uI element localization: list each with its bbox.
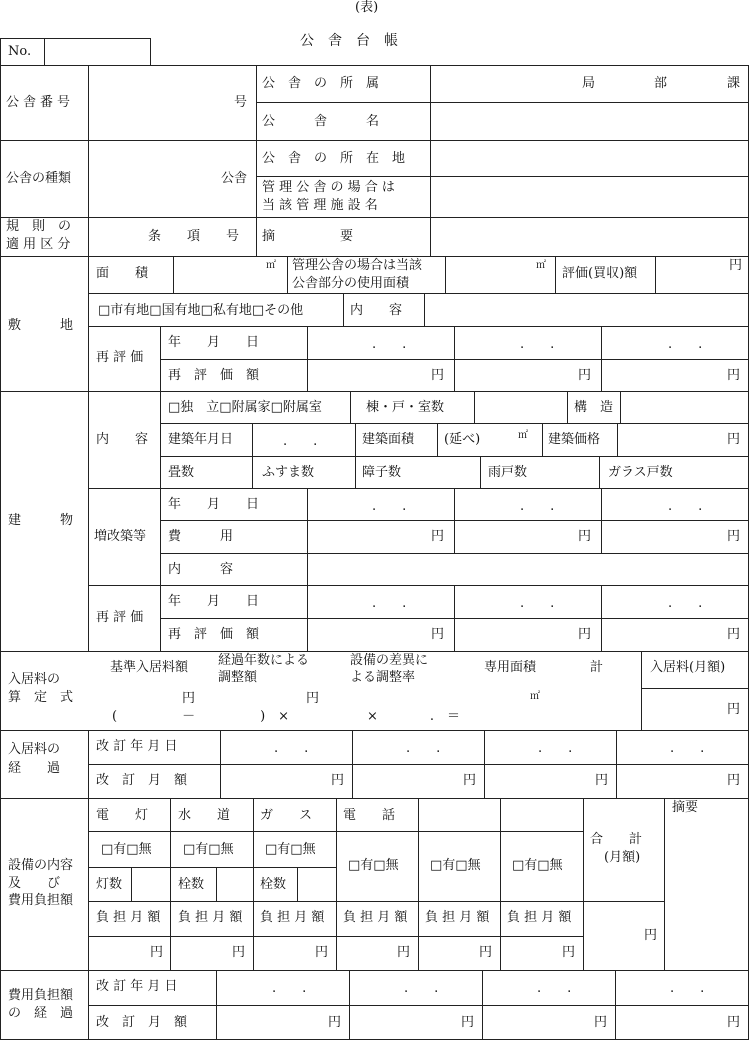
mgmt-label-1: 管 理 公 舎 の 場 合 は — [262, 180, 395, 195]
ownership-options[interactable]: □市有地□国有地□私有地□その他 — [98, 303, 304, 318]
bldg-reval-date-1: . . — [372, 596, 407, 611]
amado-label: 雨戸数 — [488, 465, 528, 480]
fee-label-1: 入居料の — [8, 672, 61, 687]
affiliation-label: 公 舎 の 所 属 — [262, 76, 380, 91]
gas-has[interactable]: □有□無 — [265, 842, 316, 857]
water-has[interactable]: □有□無 — [183, 842, 234, 857]
site-reval-yen-2: 円 — [578, 368, 592, 383]
fee-rev-date-label: 改 訂 年 月 日 — [96, 739, 178, 754]
site-area-unit: ㎡ — [266, 260, 276, 271]
burden-yen-2: 円 — [232, 945, 246, 960]
fee-rev-date-4: . . — [670, 741, 705, 756]
bu-unit: 部 — [654, 76, 668, 91]
elapsed-label-1: 経過年数による — [218, 653, 310, 668]
fee-rev-date-2: . . — [406, 741, 441, 756]
building-label: 建 物 — [8, 513, 74, 528]
equip-rate-label-2: よる調整率 — [350, 670, 416, 685]
burden-yen-1: 円 — [150, 945, 164, 960]
bldg-reval-yen-2: 円 — [578, 627, 592, 642]
renov-date-3: . . — [668, 499, 703, 514]
fee-label-2: 算 定 式 — [8, 690, 74, 705]
site-reval-date-label: 年 月 日 — [168, 335, 260, 350]
burden-rev-date-4: . . — [670, 981, 705, 996]
building-content-label: 内 容 — [96, 432, 149, 447]
extra1-has[interactable]: □有□無 — [430, 858, 481, 873]
site-reval-yen-1: 円 — [431, 368, 445, 383]
built-date-value: . . — [283, 434, 318, 449]
building-type-options[interactable]: □独 立□附属家□附属室 — [168, 400, 322, 415]
electric-label: 電 灯 — [96, 808, 149, 823]
equip-label-1: 設備の内容 — [8, 858, 74, 873]
renov-cost-yen-2: 円 — [578, 529, 592, 544]
bldg-reval-amount-label: 再 評 価 額 — [168, 627, 260, 642]
site-reval-amount-label: 再 評 価 額 — [168, 368, 260, 383]
site-reval-yen-3: 円 — [727, 368, 741, 383]
extra2-has[interactable]: □有□無 — [512, 858, 563, 873]
fee-rev-yen-3: 円 — [595, 773, 609, 788]
renov-date-label: 年 月 日 — [168, 497, 260, 512]
mgmt-label-2: 当 該 管 理 施 設 名 — [262, 198, 378, 213]
sum-label-1: 合 計 — [590, 832, 643, 847]
bldg-reval-date-label: 年 月 日 — [168, 594, 260, 609]
fee-rev-amount-label: 改 訂 月 額 — [96, 773, 188, 788]
burden-label-2: 負 担 月 額 — [178, 910, 243, 925]
burden-label-3: 負 担 月 額 — [260, 910, 325, 925]
monthly-fee-unit: 円 — [727, 702, 741, 717]
kosha-type-label: 公舎の種類 — [6, 171, 72, 186]
site-reval-date-3: . . — [668, 337, 703, 352]
renov-cost-yen-3: 円 — [727, 529, 741, 544]
burden-label-5: 負 担 月 額 — [425, 910, 490, 925]
kosha-unit: 公舎 — [221, 171, 248, 186]
elapsed-unit: 円 — [306, 691, 320, 706]
burden-rev-yen-4: 円 — [727, 1015, 741, 1030]
valuation-label: 評価(買収)額 — [562, 266, 638, 281]
fee-history-label-1: 入居料の — [8, 742, 61, 757]
structure-label: 構 造 — [574, 400, 614, 415]
building-price-unit: 円 — [727, 432, 741, 447]
burden-label-6: 負 担 月 額 — [507, 910, 572, 925]
burden-rev-yen-3: 円 — [594, 1015, 608, 1030]
fee-rev-date-3: . . — [538, 741, 573, 756]
monthly-fee-label: 入居料(月額) — [650, 660, 726, 675]
equip-rate-label-1: 設備の差異に — [350, 653, 429, 668]
site-reval-label: 再 評 価 — [96, 350, 144, 365]
used-area-label-1: 管理公舎の場合は当該 — [292, 258, 423, 273]
fusuma-label: ふすま数 — [262, 465, 315, 480]
burden-history-label-2: の 経 過 — [8, 1006, 74, 1021]
tekiyo-label: 摘 要 — [262, 229, 354, 244]
fee-total-label: 計 — [590, 660, 604, 675]
rule-label-1: 規 則 の — [6, 219, 72, 234]
side-label: (表) — [355, 0, 379, 15]
burden-rev-date-1: . . — [272, 981, 307, 996]
ka-unit: 課 — [727, 76, 741, 91]
bldg-reval-yen-1: 円 — [431, 627, 445, 642]
site-reval-date-2: . . — [520, 337, 555, 352]
equip-label-3: 費用負担額 — [8, 893, 74, 908]
lamp-count-label: 灯数 — [96, 877, 123, 892]
renov-date-2: . . — [520, 499, 555, 514]
jokoban-label: 条 項 号 — [148, 229, 240, 244]
no-field[interactable] — [46, 40, 148, 63]
phone-has[interactable]: □有□無 — [348, 858, 399, 873]
gas-tap-count-label: 栓数 — [260, 877, 287, 892]
tap-count-label: 栓数 — [178, 877, 205, 892]
site-label: 敷 地 — [8, 318, 74, 333]
units-label: 棟・戸・室数 — [366, 400, 445, 415]
rule-label-2: 適 用 区 分 — [6, 237, 71, 252]
location-label: 公 舎 の 所 在 地 — [262, 151, 406, 166]
burden-history-label-1: 費用負担額 — [8, 988, 74, 1003]
burden-yen-6: 円 — [562, 945, 576, 960]
kosha-name-label: 公 舎 名 — [262, 114, 380, 129]
burden-rev-yen-2: 円 — [461, 1015, 475, 1030]
fee-rev-yen-4: 円 — [727, 773, 741, 788]
base-fee-label: 基準入居料額 — [110, 660, 189, 675]
burden-rev-date-2: . . — [404, 981, 439, 996]
burden-rev-date-label: 改 訂 年 月 日 — [96, 979, 178, 994]
site-area-label: 面 積 — [96, 266, 149, 281]
bldg-reval-date-3: . . — [668, 596, 703, 611]
private-area-label: 専用面積 — [484, 660, 537, 675]
building-price-label: 建築価格 — [548, 432, 601, 447]
burden-label-1: 負 担 月 額 — [96, 910, 161, 925]
floor-area-unit: ㎡ — [518, 430, 528, 441]
shoji-label: 障子数 — [362, 465, 402, 480]
page-title: 公 舎 台 帳 — [300, 33, 398, 49]
water-label: 水 道 — [178, 808, 231, 823]
renovation-label: 増改築等 — [94, 529, 147, 544]
floor-area-label: 建築面積 — [362, 432, 415, 447]
equip-remarks-label: 摘要 — [672, 800, 699, 815]
sum-yen: 円 — [644, 928, 658, 943]
base-fee-unit: 円 — [182, 691, 196, 706]
burden-rev-yen-1: 円 — [328, 1015, 342, 1030]
renov-cost-yen-1: 円 — [431, 529, 445, 544]
equip-label-2: 及 び — [8, 876, 61, 891]
site-reval-date-1: . . — [372, 337, 407, 352]
no-label: No. — [8, 44, 32, 59]
kosha-number-label: 公舎番号 — [6, 95, 75, 110]
electric-has[interactable]: □有□無 — [101, 842, 152, 857]
bldg-reval-label: 再 評 価 — [96, 610, 144, 625]
fee-rev-date-1: . . — [274, 741, 309, 756]
built-date-label: 建築年月日 — [168, 432, 234, 447]
tatami-label: 畳数 — [168, 465, 195, 480]
renov-date-1: . . — [372, 499, 407, 514]
elapsed-label-2: 調整額 — [218, 670, 258, 685]
sum-label-2: (月額) — [604, 850, 641, 865]
renov-detail-label: 内 容 — [168, 562, 234, 577]
burden-rev-date-3: . . — [537, 981, 572, 996]
fee-formula: ( － ) × × . ＝ — [112, 709, 461, 724]
fee-rev-yen-1: 円 — [331, 773, 345, 788]
gas-label: ガ ス — [260, 808, 313, 823]
burden-yen-5: 円 — [479, 945, 493, 960]
site-content-label: 内 容 — [350, 303, 403, 318]
valuation-unit: 円 — [729, 258, 743, 273]
phone-label: 電 話 — [343, 808, 396, 823]
go-unit: 号 — [234, 95, 248, 110]
fee-rev-yen-2: 円 — [463, 773, 477, 788]
used-area-unit: ㎡ — [536, 260, 546, 271]
glass-label: ガラス戸数 — [608, 465, 673, 480]
area-unit: ㎡ — [530, 691, 540, 702]
burden-rev-amount-label: 改 訂 月 額 — [96, 1015, 188, 1030]
burden-yen-3: 円 — [315, 945, 329, 960]
fee-history-label-2: 経 過 — [8, 761, 61, 776]
kyoku-unit: 局 — [582, 76, 596, 91]
bldg-reval-yen-3: 円 — [727, 627, 741, 642]
burden-label-4: 負 担 月 額 — [343, 910, 408, 925]
renov-cost-label: 費 用 — [168, 529, 234, 544]
nobe-label: (延べ) — [444, 432, 481, 447]
bldg-reval-date-2: . . — [520, 596, 555, 611]
used-area-label-2: 公舎部分の使用面積 — [292, 276, 410, 291]
burden-yen-4: 円 — [397, 945, 411, 960]
